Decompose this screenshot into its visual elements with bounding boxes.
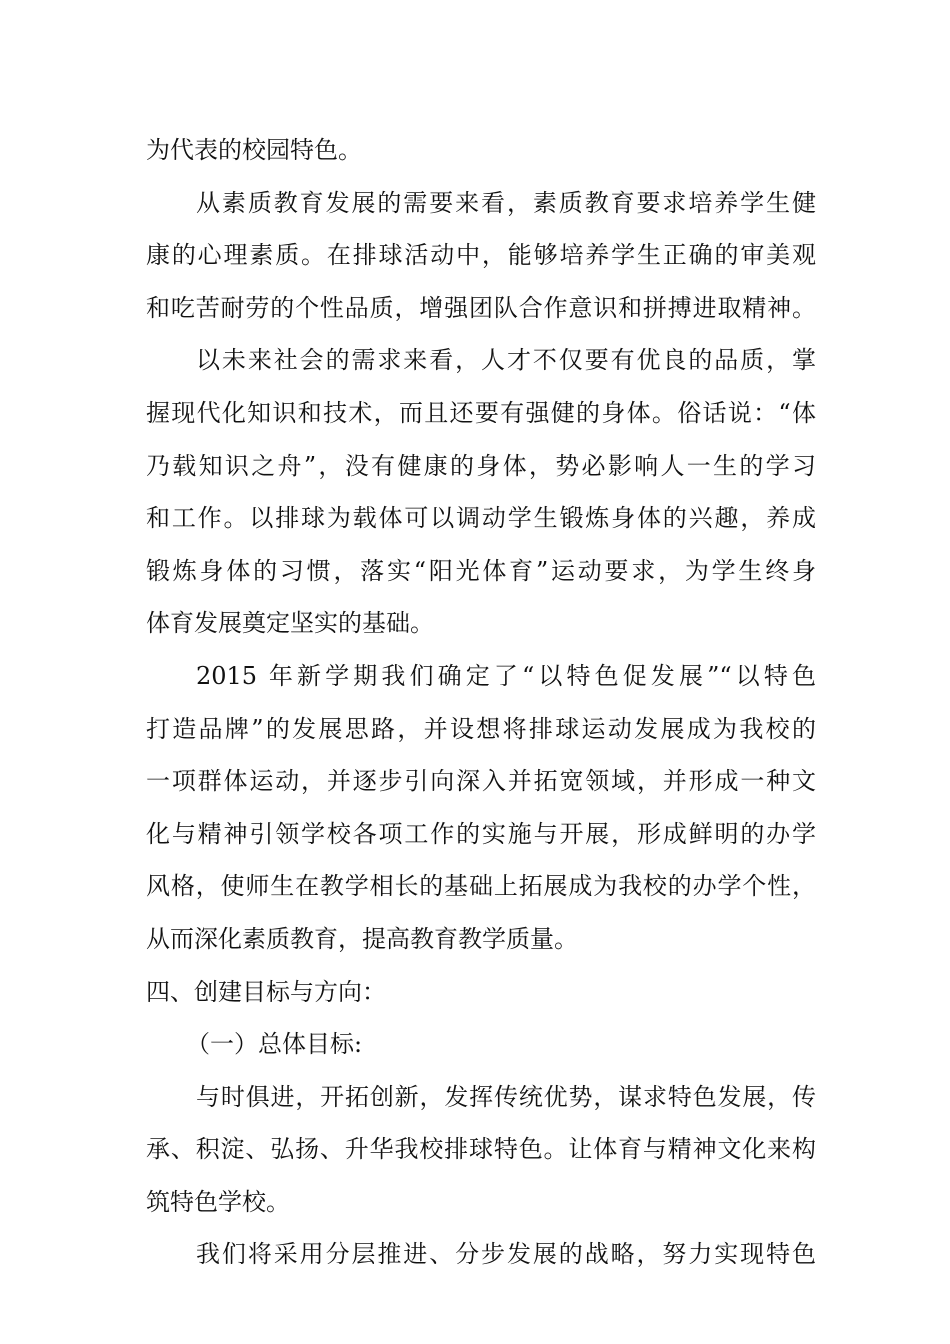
text-line: 握现代化知识和技术，而且还要有强健的身体。俗话说：“体 bbox=[146, 398, 816, 427]
text-line: 我们将采用分层推进、分步发展的战略，努力实现特色 bbox=[196, 1240, 816, 1269]
text-line: 锻炼身体的习惯，落实“阳光体育”运动要求，为学生终身 bbox=[146, 556, 816, 585]
text-line: 为代表的校园特色。 bbox=[146, 136, 362, 164]
text-line: 化与精神引领学校各项工作的实施与开展，形成鲜明的办学 bbox=[146, 819, 816, 848]
text-line: 和吃苦耐劳的个性品质，增强团队合作意识和拼搏进取精神。 bbox=[146, 293, 816, 322]
text-line: 一项群体运动，并逐步引向深入并拓宽领域，并形成一种文 bbox=[146, 767, 816, 796]
subsection-heading: （一）总体目标: bbox=[186, 1030, 363, 1059]
text-line: 风格，使师生在教学相长的基础上拓展成为我校的办学个性， bbox=[146, 872, 816, 901]
text-line: 从而深化素质教育，提高教育教学质量。 bbox=[146, 924, 578, 953]
section-heading: 四、创建目标与方向： bbox=[146, 977, 386, 1006]
text-line: 承、积淀、弘扬、升华我校排球特色。让体育与精神文化来构 bbox=[146, 1135, 816, 1164]
text-line: 和工作。以排球为载体可以调动学生锻炼身体的兴趣，养成 bbox=[146, 504, 816, 533]
text-line: 与时俱进，开拓创新，发挥传统优势，谋求特色发展，传 bbox=[196, 1082, 816, 1111]
text-line: 打造品牌”的发展思路，并设想将排球运动发展成为我校的 bbox=[146, 714, 816, 743]
text-line: 体育发展奠定坚实的基础。 bbox=[146, 609, 434, 638]
text-line: 筑特色学校。 bbox=[146, 1187, 290, 1216]
document-body bbox=[146, 124, 816, 1281]
text-line: 康的心理素质。在排球活动中，能够培养学生正确的审美观 bbox=[146, 241, 816, 270]
text-line: 从素质教育发展的需要来看，素质教育要求培养学生健 bbox=[196, 188, 816, 217]
text-line: 乃载知识之舟”，没有健康的身体，势必影响人一生的学习 bbox=[146, 451, 816, 480]
text-line: 2015 年新学期我们确定了“以特色促发展”“以特色 bbox=[196, 661, 816, 690]
text-line: 以未来社会的需求来看，人才不仅要有优良的品质，掌 bbox=[196, 346, 816, 375]
